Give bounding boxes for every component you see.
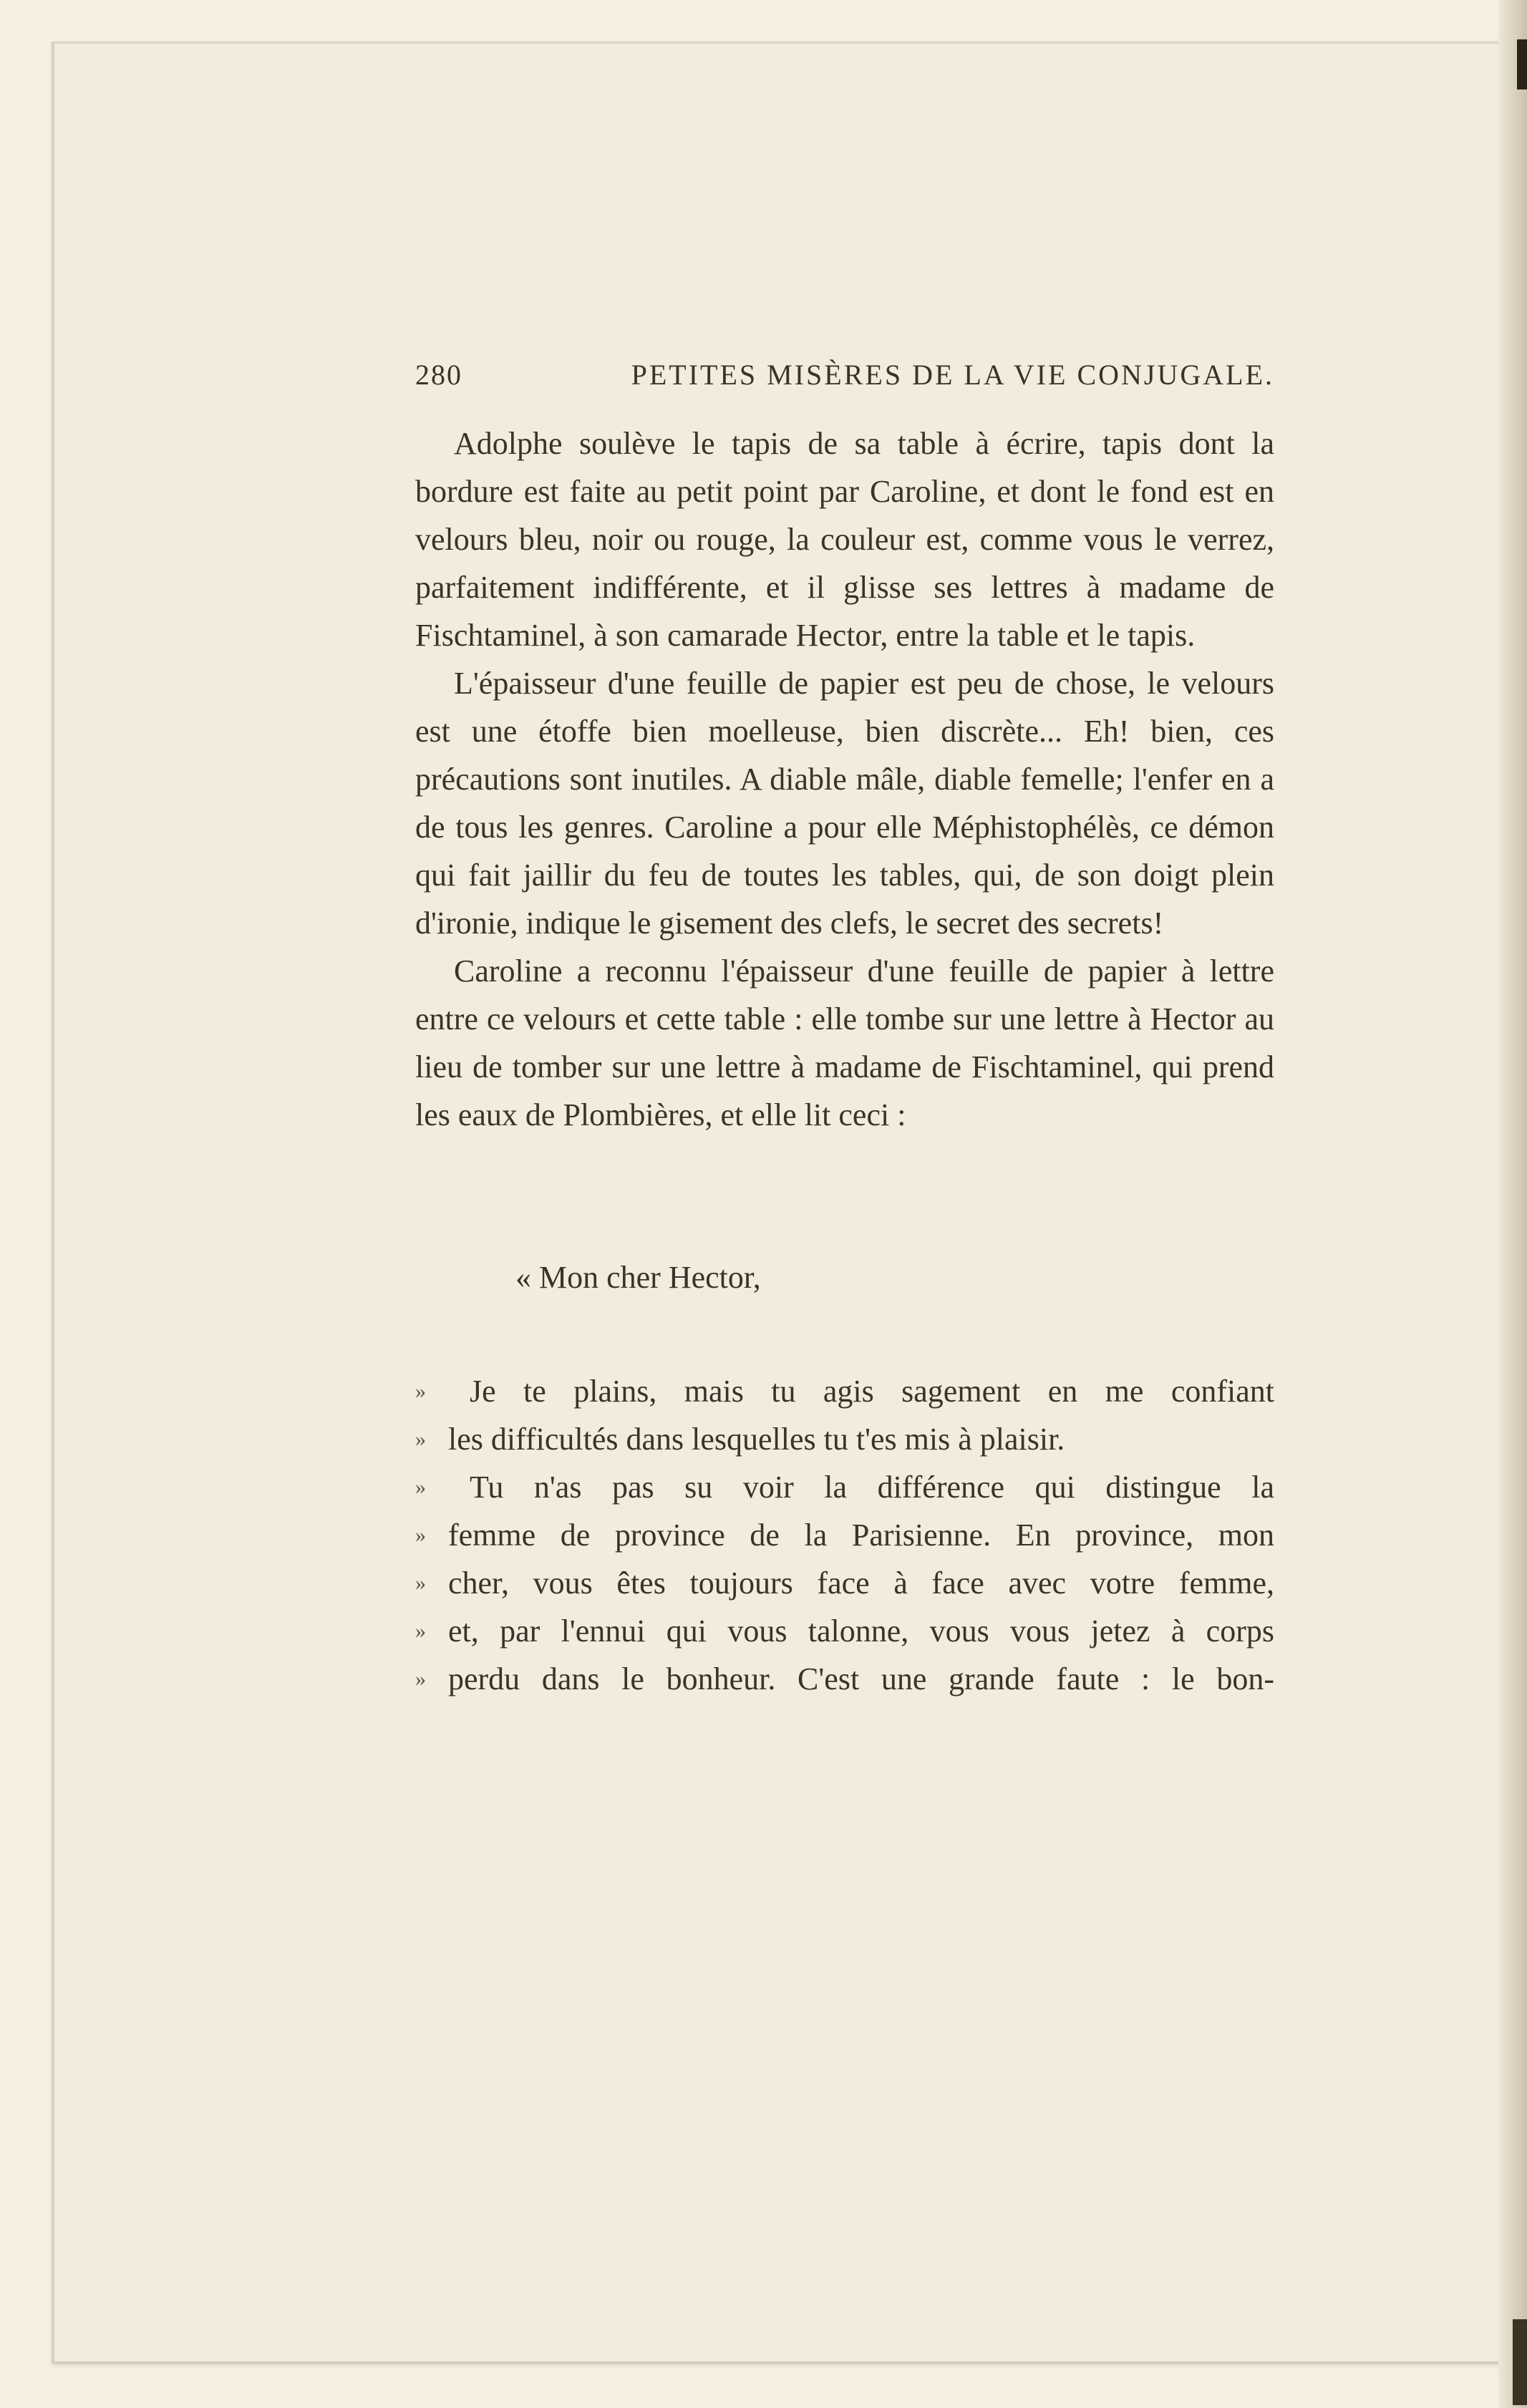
edge-mark-bottom	[1513, 2319, 1527, 2405]
paragraph-2: L'épaisseur d'une feuille de papier est peu de chose, le velours est une étoffe bien moelleuse, bien discrète... Eh! bien, ces précautions sont inutiles. A diable mâle, diable femelle; l'enfer en a de tous les genres. Caroline a pour elle Méphistophélès, ce démon qui fait jaillir du feu de toutes les tables, qui, de son doigt plein d'ironie, indique le gisement des clefs, le secret des secrets!	[415, 666, 1274, 941]
letter-line	[415, 1511, 1274, 1559]
running-title: PETITES MISÈRES DE LA VIE CONJUGALE.	[631, 359, 1274, 391]
edge-mark-top	[1517, 39, 1527, 89]
letter-line-text: cher, vous êtes toujours face à face avec votre femme,	[448, 1565, 1274, 1601]
letter-line-text: Je te plains, mais tu agis sagement en me confiant	[470, 1374, 1274, 1409]
paragraph-3: Caroline a reconnu l'épaisseur d'une feuille de papier à lettre entre ce velours et cette table : elle tombe sur une lettre à Hector au lieu de tomber sur une lettre à madame de Fischtaminel, qui prend les eaux de Plombières, et elle lit ceci :	[415, 953, 1274, 1132]
paragraph-1: Adolphe soulève le tapis de sa table à écrire, tapis dont la bordure est faite au petit point par Caroline, et dont le fond est en velours bleu, noir ou rouge, la couleur est, comme vous le verrez, parfaitement indifférente, et il glisse ses lettres à madame de Fischtaminel, à son camarade Hector, entre la table et le tapis.	[415, 426, 1274, 653]
letter-line	[415, 1367, 1274, 1415]
quote-mark: »	[415, 1619, 426, 1643]
quote-mark: »	[415, 1667, 426, 1691]
quote-mark: »	[415, 1475, 426, 1499]
text-block	[415, 358, 1274, 1703]
quote-mark: »	[415, 1571, 426, 1595]
letter-line-text: perdu dans le bonheur. C'est une grande faute : le bon-	[448, 1661, 1274, 1696]
letter-line	[415, 1463, 1274, 1511]
quote-mark: »	[415, 1523, 426, 1547]
letter-line	[415, 1655, 1274, 1703]
letter-line	[415, 1607, 1274, 1655]
quote-mark: »	[415, 1379, 426, 1403]
letter-line-text: Tu n'as pas su voir la différence qui distingue la	[470, 1470, 1274, 1505]
page-number: 280	[415, 359, 462, 391]
letter-salutation: « Mon cher Hector,	[515, 1260, 761, 1295]
letter-line	[415, 1559, 1274, 1607]
book-edge	[1498, 0, 1527, 2408]
letter-line-text: et, par l'ennui qui vous talonne, vous vous jetez à corps	[448, 1613, 1274, 1649]
running-head	[415, 358, 1274, 401]
quote-mark: »	[415, 1427, 426, 1451]
letter-body	[415, 1367, 1274, 1703]
letter-line	[415, 1415, 1274, 1463]
letter-line-text: les difficultés dans lesquelles tu t'es mis à plaisir.	[448, 1422, 1065, 1457]
letter-line-text: femme de province de la Parisienne. En province, mon	[448, 1518, 1274, 1553]
